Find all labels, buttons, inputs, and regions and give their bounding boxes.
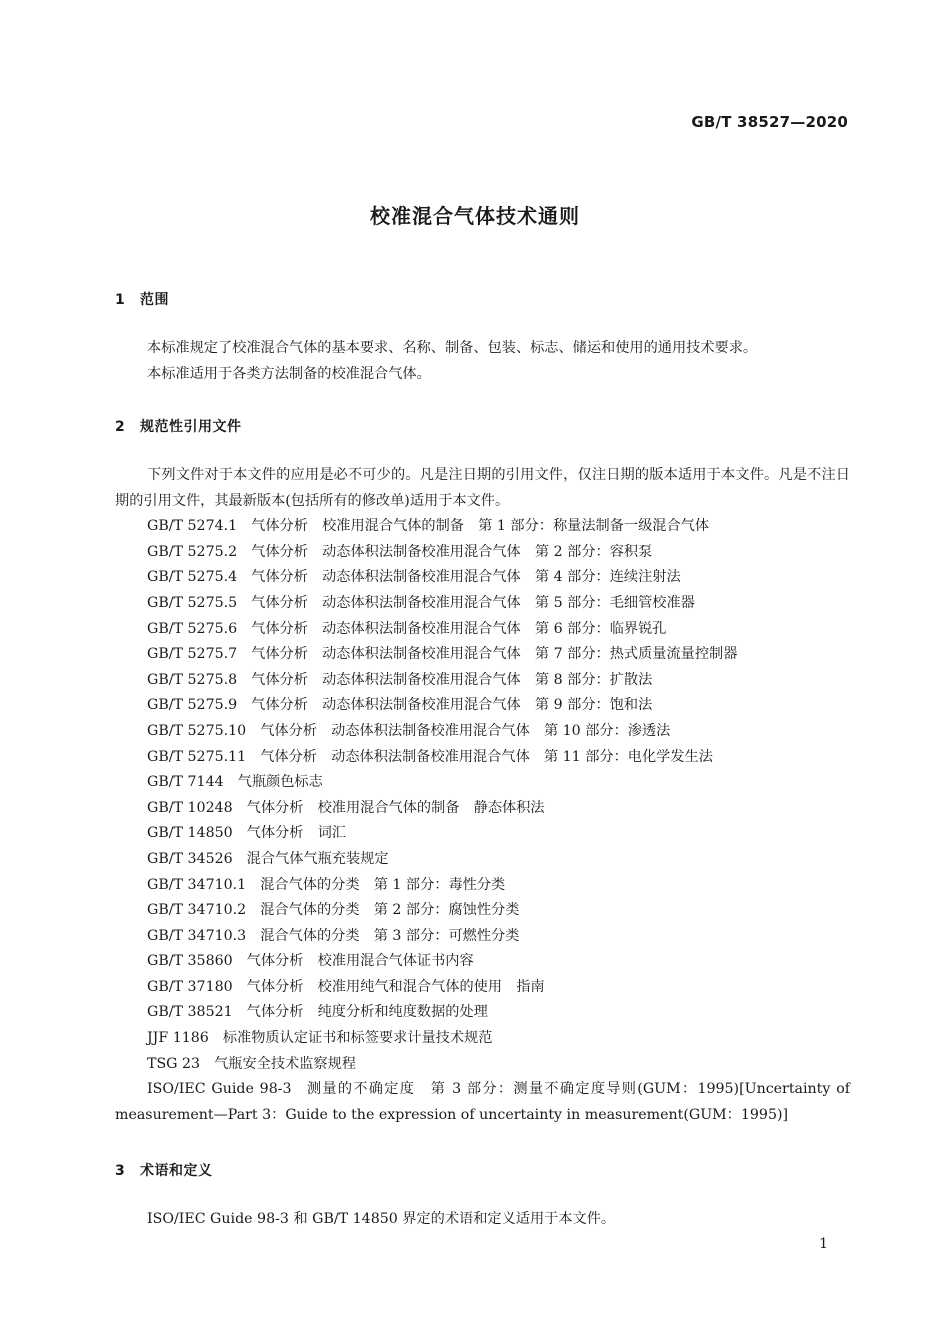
reference-title: 气体分析 动态体积法制备校准用混合气体 第 5 部分：毛细管校准器 xyxy=(251,594,695,611)
reference-code: GB/T 5275.10 xyxy=(147,722,247,739)
reference-item xyxy=(115,1000,850,1026)
reference-item xyxy=(115,873,850,899)
section-3-paragraph: ISO/IEC Guide 98-3 和 GB/T 14850 界定的术语和定义适用于本文件。 xyxy=(147,1211,616,1227)
reference-code: GB/T 7144 xyxy=(147,774,224,791)
reference-title: 混合气体的分类 第 1 部分：毒性分类 xyxy=(260,876,506,893)
section-1-body xyxy=(115,336,850,387)
section-2-title: 规范性引用文件 xyxy=(140,419,242,435)
reference-item xyxy=(115,668,850,694)
section-1-paragraph: 本标准适用于各类方法制备的校准混合气体。 xyxy=(147,365,431,382)
reference-item xyxy=(115,975,850,1001)
reference-item xyxy=(115,898,850,924)
reference-title: 气体分析 动态体积法制备校准用混合气体 第 2 部分：容积泵 xyxy=(251,543,653,560)
section-1-paragraph: 本标准规定了校准混合气体的基本要求、名称、制备、包装、标志、储运和使用的通用技术要求。 xyxy=(147,340,758,356)
reference-item xyxy=(115,949,850,975)
reference-item xyxy=(115,591,850,617)
reference-code: GB/T 5275.11 xyxy=(147,748,247,765)
reference-title: 气体分析 动态体积法制备校准用混合气体 第 6 部分：临界锐孔 xyxy=(251,620,667,637)
reference-code: GB/T 5275.4 xyxy=(147,569,238,586)
section-2-body xyxy=(115,463,850,1128)
page-number: 1 xyxy=(819,1236,828,1252)
reference-item xyxy=(115,514,850,540)
section-1-heading xyxy=(115,289,169,309)
reference-code: GB/T 5275.8 xyxy=(147,671,238,688)
reference-title: 气体分析 校准用纯气和混合气体的使用 指南 xyxy=(246,978,545,995)
reference-title: 气瓶安全技术监察规程 xyxy=(214,1055,356,1072)
reference-title: 测量的不确定度 第 3 部分：测量不确定度导则(GUM：1995)[Uncertainty of measurement—Part 3：Guide to the expression of uncertainty in measurement(GUM：1995)] xyxy=(115,1081,850,1123)
reference-item xyxy=(115,924,850,950)
reference-title: 气体分析 校准用混合气体的制备 第 1 部分：称量法制备一级混合气体 xyxy=(251,518,710,535)
reference-item xyxy=(115,642,850,668)
reference-item xyxy=(115,847,850,873)
reference-code: JJF 1186 xyxy=(147,1030,209,1047)
reference-title: 气体分析 校准用混合气体的制备 静态体积法 xyxy=(246,799,545,816)
reference-title: 气体分析 校准用混合气体证书内容 xyxy=(246,953,474,970)
document-title: 校准混合气体技术通则 xyxy=(370,204,580,228)
section-3-number: 3 xyxy=(115,1163,126,1179)
reference-title: 混合气体气瓶充装规定 xyxy=(246,850,389,867)
reference-item xyxy=(115,770,850,796)
reference-code: GB/T 34710.2 xyxy=(147,902,247,919)
reference-title: 标准物质认定证书和标签要求计量技术规范 xyxy=(222,1030,493,1047)
reference-title: 气体分析 纯度分析和纯度数据的处理 xyxy=(246,1004,488,1021)
reference-title: 气体分析 词汇 xyxy=(246,825,346,842)
reference-code: GB/T 37180 xyxy=(147,978,233,995)
reference-code: GB/T 34526 xyxy=(147,850,233,867)
section-2-intro: 下列文件对于本文件的应用是必不可少的。凡是注日期的引用文件，仅注日期的版本适用于本文件。凡是不注日期的引用文件，其最新版本(包括所有的修改单)适用于本文件。 xyxy=(115,467,850,509)
section-2-number: 2 xyxy=(115,419,126,435)
section-3-heading xyxy=(115,1160,213,1180)
reference-title: 气瓶颜色标志 xyxy=(237,774,323,791)
reference-item xyxy=(115,565,850,591)
reference-item-long xyxy=(115,1077,850,1128)
reference-item xyxy=(115,693,850,719)
reference-code: GB/T 38521 xyxy=(147,1004,233,1021)
reference-item xyxy=(115,745,850,771)
reference-item xyxy=(115,540,850,566)
reference-title: 气体分析 动态体积法制备校准用混合气体 第 9 部分：饱和法 xyxy=(251,697,653,714)
reference-item xyxy=(115,796,850,822)
reference-code: GB/T 34710.1 xyxy=(147,876,247,893)
reference-item xyxy=(115,821,850,847)
reference-title: 气体分析 动态体积法制备校准用混合气体 第 8 部分：扩散法 xyxy=(251,671,653,688)
reference-item xyxy=(115,719,850,745)
standard-number: GB/T 38527—2020 xyxy=(691,113,848,131)
section-1-title: 范围 xyxy=(140,292,169,308)
section-3-title: 术语和定义 xyxy=(140,1163,213,1179)
section-3-body xyxy=(115,1207,850,1233)
reference-code: GB/T 10248 xyxy=(147,799,233,816)
reference-code: GB/T 5275.7 xyxy=(147,646,238,663)
reference-title: 气体分析 动态体积法制备校准用混合气体 第 7 部分：热式质量流量控制器 xyxy=(251,646,738,663)
section-1-number: 1 xyxy=(115,292,126,308)
reference-item xyxy=(115,1052,850,1078)
reference-code: GB/T 34710.3 xyxy=(147,927,247,944)
reference-code: GB/T 5275.2 xyxy=(147,543,238,560)
reference-item xyxy=(115,617,850,643)
reference-code: GB/T 35860 xyxy=(147,953,233,970)
reference-title: 气体分析 动态体积法制备校准用混合气体 第 10 部分：渗透法 xyxy=(260,722,671,739)
reference-code: GB/T 5275.5 xyxy=(147,594,238,611)
reference-code: GB/T 5275.9 xyxy=(147,697,238,714)
reference-code: GB/T 5274.1 xyxy=(147,518,238,535)
reference-code: ISO/IEC Guide 98-3 xyxy=(147,1081,292,1098)
reference-title: 混合气体的分类 第 3 部分：可燃性分类 xyxy=(260,927,520,944)
reference-code: GB/T 14850 xyxy=(147,825,233,842)
reference-title: 气体分析 动态体积法制备校准用混合气体 第 11 部分：电化学发生法 xyxy=(260,748,713,765)
reference-code: TSG 23 xyxy=(147,1055,201,1072)
reference-item xyxy=(115,1026,850,1052)
reference-title: 混合气体的分类 第 2 部分：腐蚀性分类 xyxy=(260,902,520,919)
reference-title: 气体分析 动态体积法制备校准用混合气体 第 4 部分：连续注射法 xyxy=(251,569,681,586)
reference-code: GB/T 5275.6 xyxy=(147,620,238,637)
section-2-heading xyxy=(115,416,242,436)
